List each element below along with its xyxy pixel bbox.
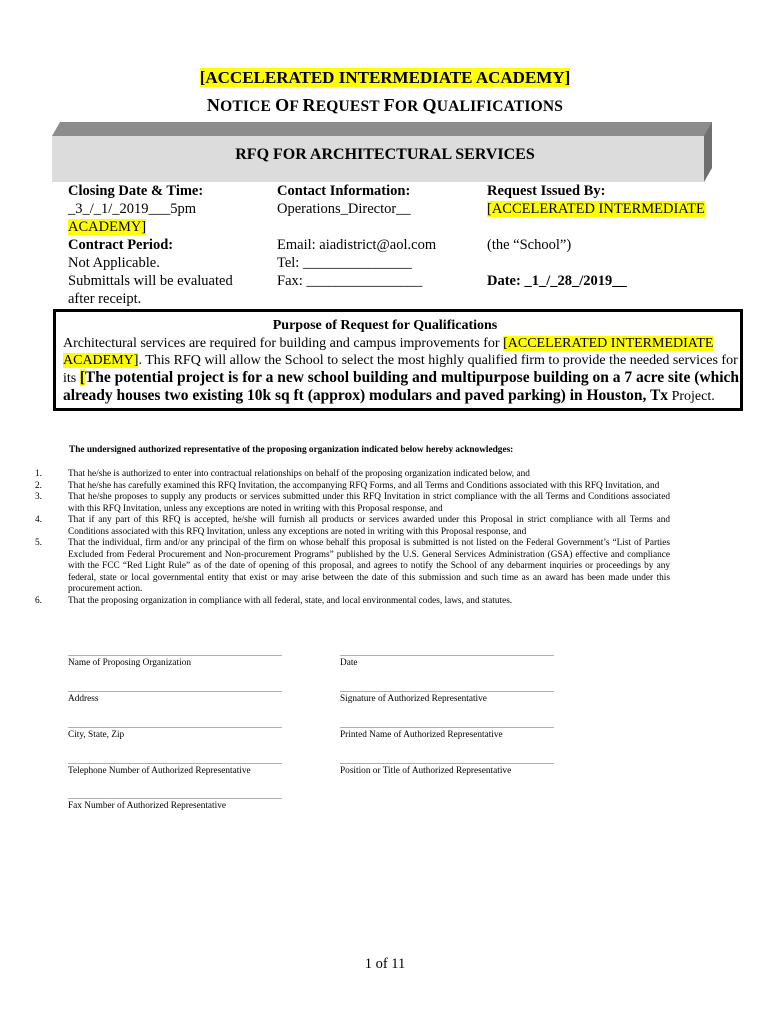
acknowledgement-title: The undersigned authorized representative of the proposing organization indicated below hereby acknowledges: [69, 445, 514, 455]
issue-date: Date: _1_/_28_/2019__ [487, 273, 627, 289]
field-label: Telephone Number of Authorized Representative [68, 766, 251, 776]
field-label: Name of Proposing Organization [68, 658, 191, 668]
acknowledgement-list [30, 469, 670, 607]
contact-value: Operations_Director__ [277, 201, 411, 217]
list-item: 4. That if any part of this RFQ is accepted, he/she will furnish all products or services awarded under this Proposal in strict compliance with all Terms and Conditions associated with this RFQ Invitation, unless any exceptions are noted in writing with this Proposal response, and [35, 515, 670, 537]
list-item: 3. That he/she proposes to supply any products or services submitted under this RFQ Invitation in strict compliance with the all Terms and Conditions associated with this RFQ Invitation, unless any exceptions are noted in writing with this Proposal response, and [35, 492, 670, 514]
closing-info [68, 182, 268, 308]
issuer-info [487, 182, 727, 290]
contact-email: Email: aiadistrict@aol.com [277, 237, 437, 253]
field-label: City, State, Zip [68, 730, 125, 740]
contact-fax: Fax: ________________ [277, 273, 423, 289]
issued-value: [ACCELERATED INTERMEDIATE [487, 201, 705, 217]
contract-value-3: after receipt. [68, 291, 142, 307]
field-printed-name[interactable]: ______________________________________________ Printed Name of Authorized Representative [340, 720, 570, 740]
closing-date: _3_/_1/_2019___5pm [68, 201, 197, 217]
field-fax[interactable]: ______________________________________________ Fax Number of Authorized Representative [68, 791, 298, 811]
contract-value-2: Submittals will be evaluated [68, 273, 233, 289]
issued-heading: Request Issued By: [487, 183, 606, 199]
field-label: Printed Name of Authorized Representative [340, 730, 503, 740]
list-item: 2. That he/she has carefully examined this RFQ Invitation, the accompanying RFQ Forms, and all Terms and Conditions associated with this RFQ Invitation, and [35, 480, 660, 491]
purpose-title: Purpose of Request for Qualifications [272, 318, 498, 333]
notice-title: NOTICE OF REQUEST FOR QUALIFICATIONS [206, 95, 564, 115]
school-name: [ACCELERATED INTERMEDIATE ACADEMY] [199, 68, 571, 87]
field-address[interactable]: ______________________________________________ Address [68, 684, 298, 704]
list-item: 5. That the individual, firm and/or any principal of the firm on whose behalf this proposal is submitted is not listed on the Federal Government’s “List of Parties Excluded from Federal Procurement and Non-procurement Programs” published by the U.S. General Services Administration (GSA) effective and compliance with the FCC “Red Light Rule” as of the date of opening of this proposal, and agrees to notify the School of any debarment inquiries or proceedings by any federal, state or local governmental entity that exist or may arise between the date of this submission and such time as an award has been made under this procurement action. [35, 538, 670, 594]
document-title [0, 68, 770, 88]
list-item: 1. That he/she is authorized to enter into contractual relationships on behalf of the proposing organization indicated below, and [35, 469, 530, 479]
field-label: Signature of Authorized Representative [340, 694, 487, 704]
page-number: 1 of 11 [364, 956, 406, 972]
contract-value-1: Not Applicable. [68, 255, 160, 271]
contact-tel: Tel: _______________ [277, 255, 412, 271]
field-label: Date [340, 658, 358, 668]
purpose-text: Architectural services are required for building and campus improvements for [ACCELERATED INTERMEDIATE ACADEMY]. This RFQ will allow the School to select the most highly qualified firm to provide the needed services for its [The potential project is for a new school building and multipurpose building on a 7 acre site (which already houses two existing 10k sq ft (approx) modulars and paved parking) in Houston, Tx Project. [63, 336, 740, 404]
field-city-state-zip[interactable]: ______________________________________________ City, State, Zip [68, 720, 298, 740]
field-organization[interactable]: ______________________________________________ Name of Proposing Organization [68, 648, 298, 668]
closing-heading: Closing Date & Time: [68, 183, 204, 199]
field-label: Position or Title of Authorized Representative [340, 766, 512, 776]
field-label: Fax Number of Authorized Representative [68, 801, 227, 811]
contact-heading: Contact Information: [277, 183, 411, 199]
closing-academy: ACADEMY] [68, 219, 147, 235]
field-label: Address [68, 694, 99, 704]
school-alias: (the “School”) [487, 237, 572, 253]
field-signature[interactable]: ______________________________________________ Signature of Authorized Representative [340, 684, 570, 704]
field-date[interactable]: ______________________________________________ Date [340, 648, 570, 668]
field-position[interactable]: ______________________________________________ Position or Title of Authorized Representative [340, 756, 570, 776]
list-item: 6. That the proposing organization in compliance with all federal, state, and local environmental codes, laws, and statutes. [35, 595, 513, 606]
contact-info [277, 182, 477, 290]
contract-heading: Contract Period: [68, 237, 174, 253]
field-telephone[interactable]: ______________________________________________ Telephone Number of Authorized Representative [68, 756, 298, 776]
banner-title: RFQ FOR ARCHITECTURAL SERVICES [235, 146, 535, 163]
